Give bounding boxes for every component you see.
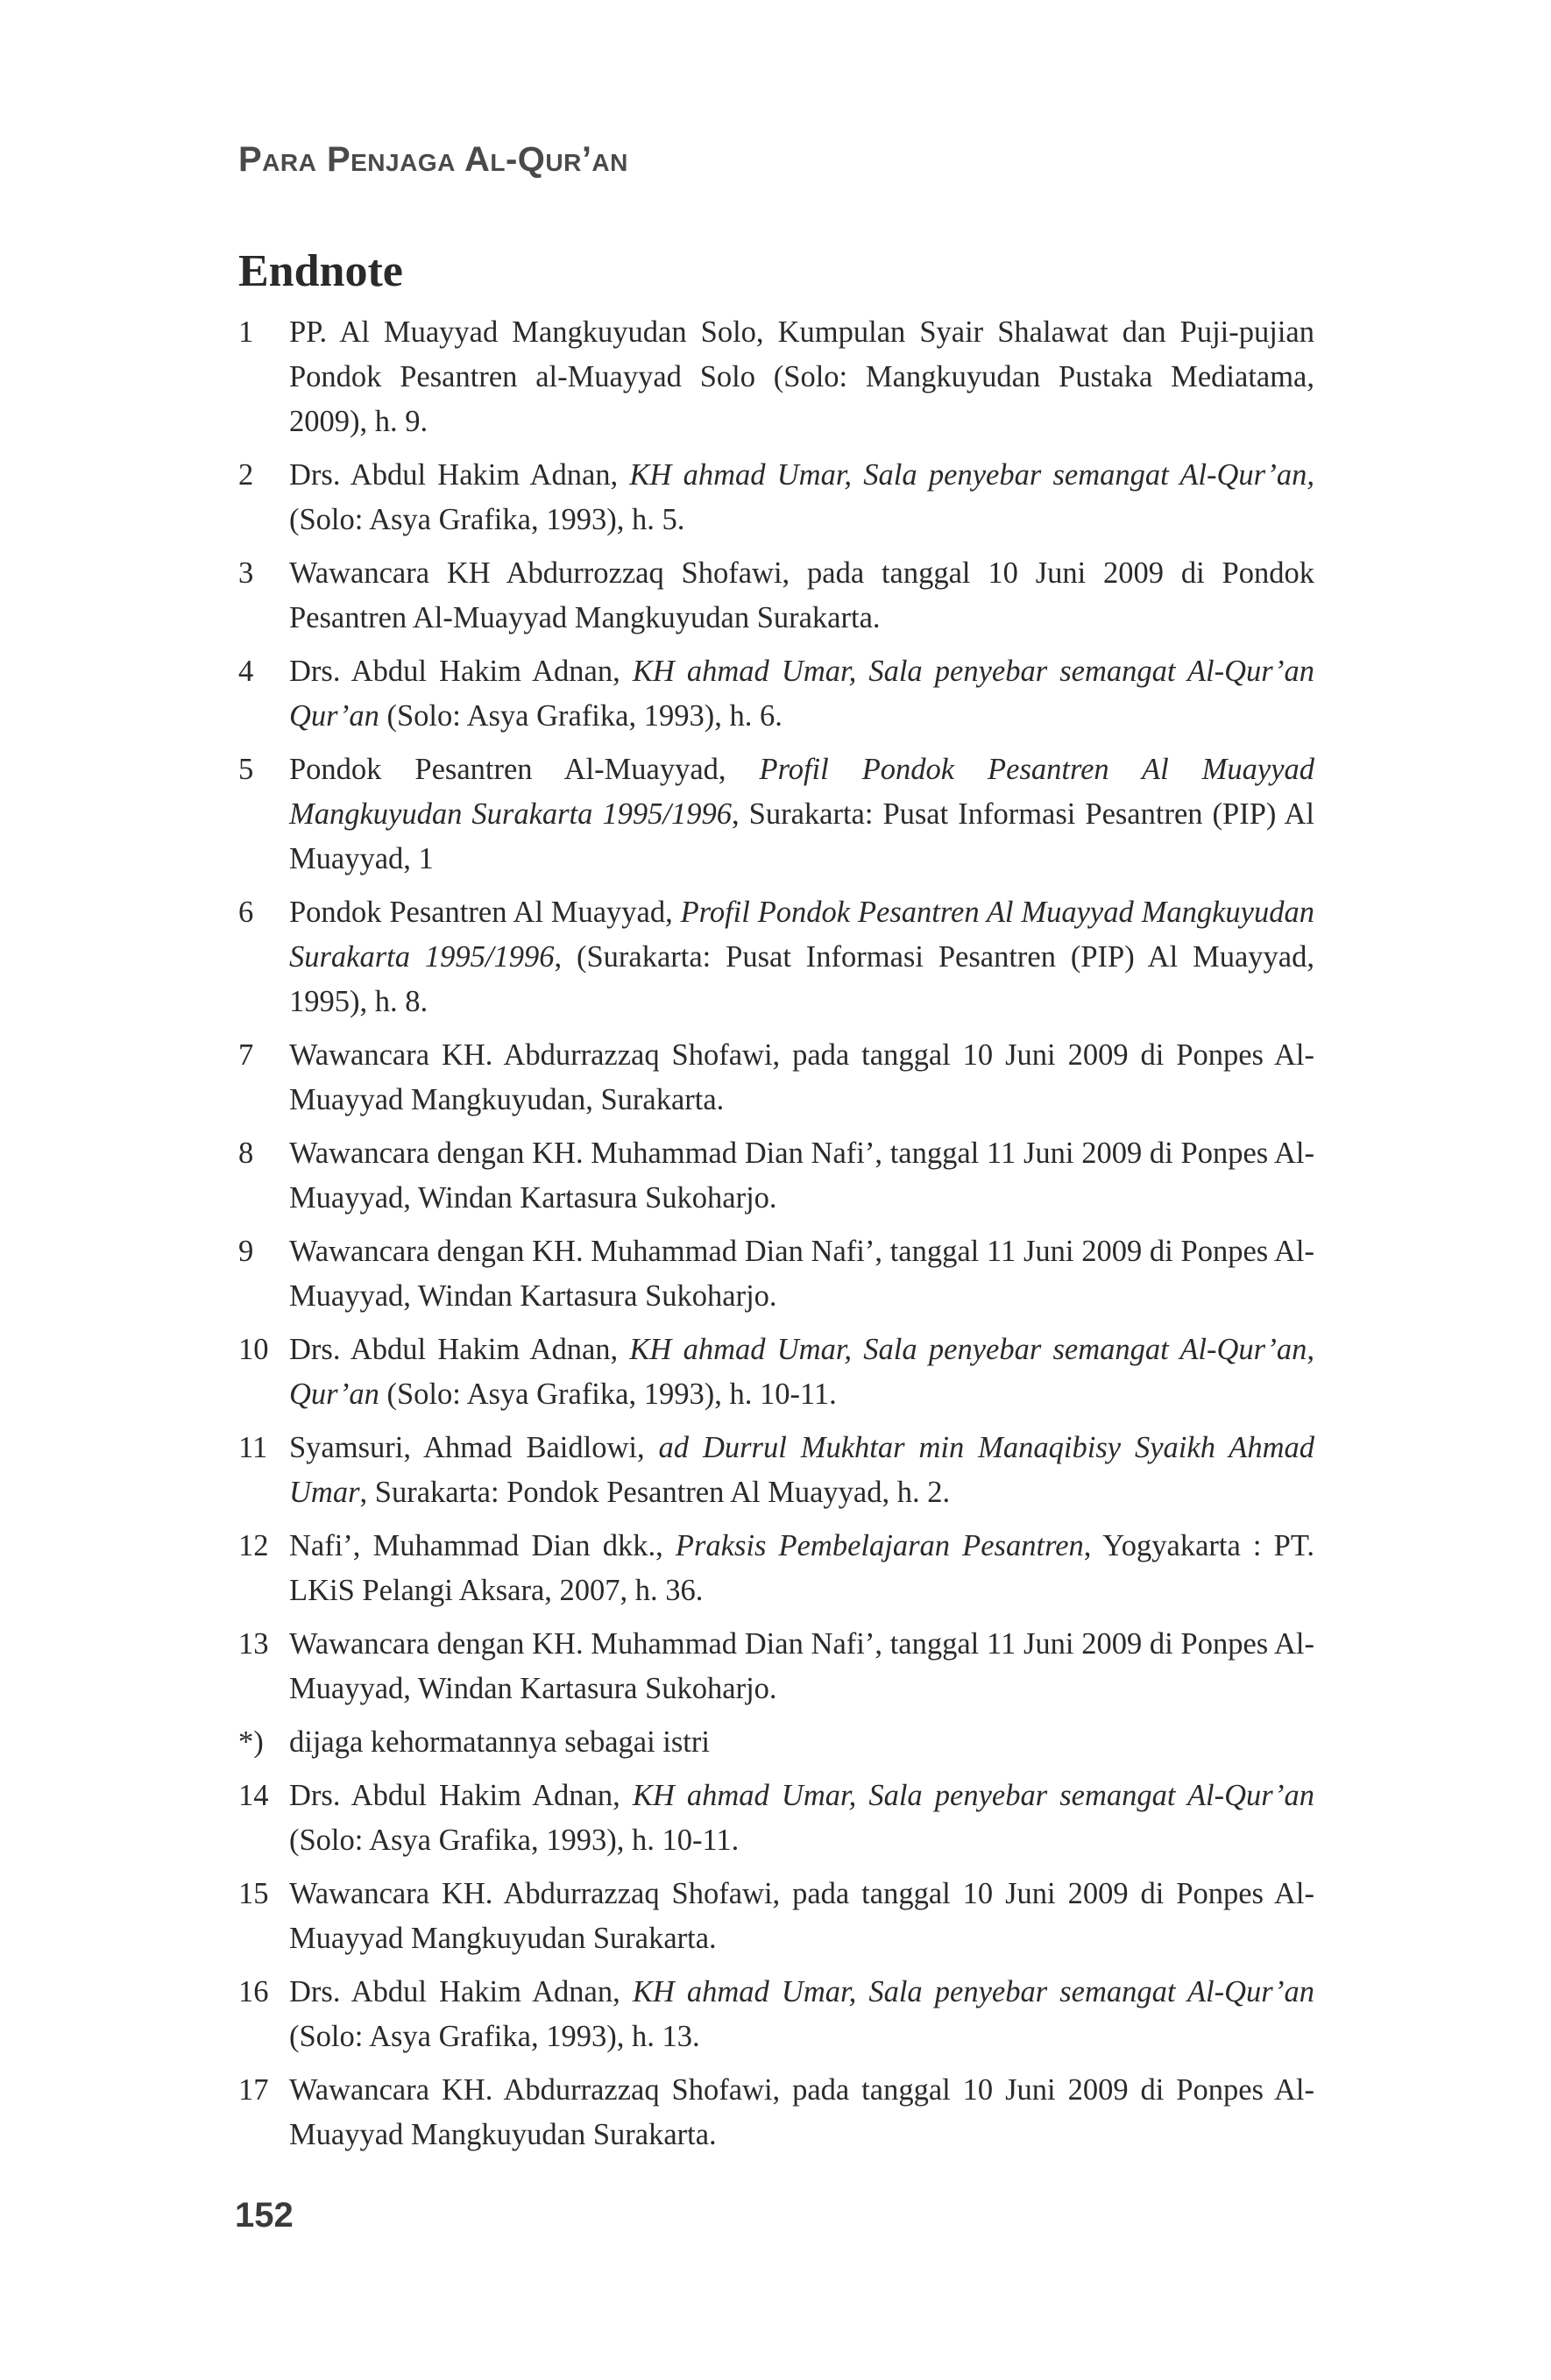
endnote-item — [238, 1328, 1314, 1417]
endnote-item — [238, 2068, 1314, 2157]
endnote-number: 5 — [238, 753, 254, 786]
endnote-text-segment: Drs. Abdul Hakim Adnan, — [289, 655, 633, 688]
endnote-text-segment: Drs. Abdul Hakim Adnan, — [289, 1779, 633, 1812]
endnote-text-segment: Drs. Abdul Hakim Adnan, — [289, 458, 630, 492]
endnote-item — [238, 310, 1314, 444]
endnote-text — [289, 747, 1314, 882]
endnote-text-segment: Wawancara KH Abdurrozzaq Shofawi, pada tanggal 10 Juni 2009 di Pondok Pesantren Al-Muayyad Mangkuyudan Surakarta. — [289, 556, 1314, 634]
endnote-number: 11 — [238, 1431, 268, 1464]
endnote-number: 9 — [238, 1235, 254, 1268]
endnote-text-segment: PP. Al Muayyad Mangkuyudan Solo, Kumpulan Syair Shalawat dan Puji-pujian Pondok Pesantren al-Muayyad Solo (Solo: Mangkuyudan Pustaka Mediatama, 2009), h. 9. — [289, 315, 1314, 438]
page-number: 152 — [235, 2196, 294, 2235]
endnote-item — [238, 1774, 1314, 1863]
endnote-number: 2 — [238, 458, 254, 492]
endnote-item — [238, 1720, 1314, 1765]
endnote-text — [289, 1872, 1314, 1961]
endnote-number: 10 — [238, 1333, 269, 1366]
endnote-text-segment: Wawancara dengan KH. Muhammad Dian Nafi’, tanggal 11 Juni 2009 di Ponpes Al-Muayyad, Windan Kartasura Sukoharjo. — [289, 1235, 1314, 1313]
endnote-number: 15 — [238, 1877, 269, 1910]
endnote-text — [289, 1720, 1314, 1765]
endnote-text-segment: (Solo: Asya Grafika, 1993), h. 5. — [289, 503, 685, 536]
endnote-number: 1 — [238, 315, 254, 349]
endnote-item — [238, 1131, 1314, 1221]
endnote-text-segment: Pondok Pesantren Al Muayyad, — [289, 896, 681, 929]
endnote-number: *) — [238, 1725, 264, 1759]
endnote-number: 13 — [238, 1627, 269, 1661]
endnote-text — [289, 649, 1314, 739]
endnote-item — [238, 649, 1314, 739]
endnote-text-segment: Drs. Abdul Hakim Adnan, — [289, 1333, 630, 1366]
endnote-number: 7 — [238, 1038, 254, 1072]
endnote-item — [238, 1426, 1314, 1515]
endnote-item — [238, 551, 1314, 641]
endnote-text-segment: , Yogyakarta : PT. LKiS Pelangi Aksara, 2007, h. 36. — [289, 1529, 1315, 1607]
endnote-title-italic: ad Durrul Mukhtar min Manaqibisy Syaikh Ahmad Umar — [289, 1431, 1314, 1509]
endnote-text-segment: (Solo: Asya Grafika, 1993), h. 6. — [379, 699, 783, 733]
endnote-number: 12 — [238, 1529, 269, 1562]
endnote-text-segment: , (Surakarta: Pusat Informasi Pesantren (PIP) Al Muayyad, 1995), h. 8. — [289, 940, 1314, 1018]
endnote-text — [289, 1524, 1314, 1613]
endnote-title-italic: KH ahmad Umar, Sala penyebar semangat Al-Qur’an — [632, 1975, 1314, 2008]
endnote-title-italic: Profil Pondok Pesantren Al Muayyad Mangkuyudan Surakarta 1995/1996 — [289, 753, 1315, 831]
endnote-text-segment: (Solo: Asya Grafika, 1993), h. 13. — [289, 2020, 700, 2053]
endnote-title-italic: KH ahmad Umar, Sala penyebar semangat Al-Qur’an Qur’an — [289, 655, 1314, 733]
endnote-item — [238, 890, 1314, 1024]
endnote-title-italic: KH ahmad Umar, Sala penyebar semangat Al-Qur’an, Qur’an — [289, 1333, 1314, 1411]
endnote-title-italic: Profil Pondok Pesantren Al Muayyad Mangkuyudan Surakarta 1995/1996 — [289, 896, 1314, 974]
endnote-item — [238, 747, 1314, 882]
endnote-text-segment: Nafi’, Muhammad Dian dkk., — [289, 1529, 676, 1562]
endnote-item — [238, 1033, 1314, 1123]
endnote-title-italic: Praksis Pembelajaran Pesantren — [675, 1529, 1084, 1562]
endnote-title-italic: KH ahmad Umar, Sala penyebar semangat Al-Qur’an — [632, 1779, 1314, 1812]
endnote-text-segment: Wawancara dengan KH. Muhammad Dian Nafi’, tanggal 11 Juni 2009 di Ponpes Al-Muayyad, Windan Kartasura Sukoharjo. — [289, 1627, 1314, 1705]
endnote-text — [289, 890, 1314, 1024]
endnote-text — [289, 1229, 1314, 1319]
endnote-text — [289, 551, 1314, 641]
endnote-text-segment: dijaga kehormatannya sebagai istri — [289, 1725, 710, 1759]
endnote-text — [289, 1131, 1314, 1221]
endnote-text-segment: , Surakarta: Pusat Informasi Pesantren (PIP) Al Muayyad, 1 — [289, 797, 1314, 875]
endnote-text-segment: (Solo: Asya Grafika, 1993), h. 10-11. — [379, 1378, 837, 1411]
endnote-text-segment: , Surakarta: Pondok Pesantren Al Muayyad, h. 2. — [359, 1476, 951, 1509]
endnote-number: 4 — [238, 655, 254, 688]
endnote-text — [289, 1774, 1314, 1863]
endnote-text-segment: Wawancara KH. Abdurrazzaq Shofawi, pada tanggal 10 Juni 2009 di Ponpes Al-Muayyad Mangkuyudan, Surakarta. — [289, 1038, 1314, 1116]
endnote-item — [238, 1872, 1314, 1961]
endnote-text-segment: Wawancara KH. Abdurrazzaq Shofawi, pada tanggal 10 Juni 2009 di Ponpes Al-Muayyad Mangkuyudan Surakarta. — [289, 1877, 1314, 1955]
endnote-text — [289, 2068, 1314, 2157]
endnote-item — [238, 1970, 1314, 2059]
endnote-number: 17 — [238, 2073, 269, 2107]
endnote-number: 6 — [238, 896, 254, 929]
endnote-text — [289, 1622, 1314, 1711]
endnote-title-italic: KH ahmad Umar, Sala penyebar semangat Al-Qur’an, — [629, 458, 1314, 492]
endnote-text-segment: (Solo: Asya Grafika, 1993), h. 10-11. — [289, 1824, 740, 1857]
endnote-text-segment: Wawancara dengan KH. Muhammad Dian Nafi’, tanggal 11 Juni 2009 di Ponpes Al-Muayyad, Windan Kartasura Sukoharjo. — [289, 1137, 1314, 1215]
endnote-item — [238, 1229, 1314, 1319]
running-header: Para Penjaga Al-Qur’an — [238, 140, 628, 179]
endnote-text — [289, 1033, 1314, 1123]
endnote-list — [238, 310, 1314, 2166]
endnote-item — [238, 1524, 1314, 1613]
endnote-number: 16 — [238, 1975, 269, 2008]
endnote-text-segment: Syamsuri, Ahmad Baidlowi, — [289, 1431, 659, 1464]
endnote-text — [289, 453, 1314, 542]
endnote-item — [238, 1622, 1314, 1711]
section-title: Endnote — [238, 246, 403, 296]
endnote-text — [289, 1970, 1314, 2059]
endnote-number: 14 — [238, 1779, 269, 1812]
endnote-number: 8 — [238, 1137, 254, 1170]
endnote-item — [238, 453, 1314, 542]
endnote-text-segment: Drs. Abdul Hakim Adnan, — [289, 1975, 633, 2008]
endnote-number: 3 — [238, 556, 254, 590]
endnote-text — [289, 310, 1314, 444]
endnote-text-segment: Wawancara KH. Abdurrazzaq Shofawi, pada tanggal 10 Juni 2009 di Ponpes Al-Muayyad Mangkuyudan Surakarta. — [289, 2073, 1314, 2151]
endnote-text — [289, 1426, 1314, 1515]
endnote-text — [289, 1328, 1314, 1417]
endnote-text-segment: Pondok Pesantren Al-Muayyad, — [289, 753, 760, 786]
